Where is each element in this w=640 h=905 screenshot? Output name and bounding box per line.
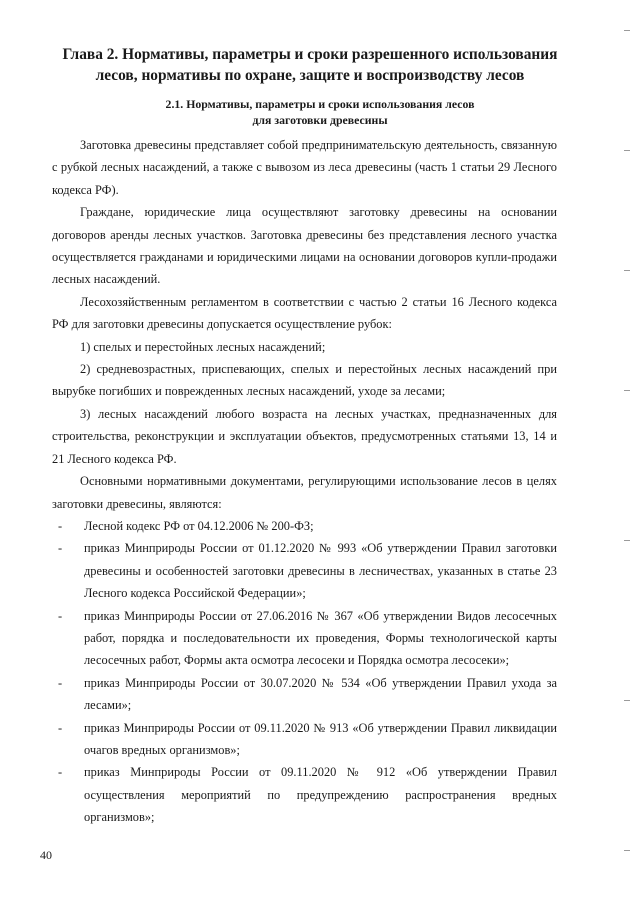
paragraph: Лесохозяйственным регламентом в соответствии с частью 2 статьи 16 Лесного кодекса РФ для заготовки древесины допускается осуществление рубок: [52,294,557,332]
chapter-title-line: Глава 2. Нормативы, параметры и сроки разрешенного использования [62,46,558,63]
document-list [52,515,557,829]
list-item-text: приказ Минприроды России от 09.11.2020 № 912 «Об утверждении Правил осуществления мероприятий по предупреждению распространения вредных организмов»; [84,765,557,825]
scan-mark [624,700,630,701]
document-body [52,134,557,829]
chapter-title [40,44,580,86]
list-item-text: Лесной кодекс РФ от 04.12.2006 № 200-ФЗ; [84,518,314,533]
paragraph: Заготовка древесины представляет собой предпринимательскую деятельность, связанную с рубкой лесных насаждений, а также с вывозом из леса древесины (часть 1 статьи 29 Лесного кодекса РФ). [52,138,557,197]
scan-mark [624,390,630,391]
list-item-text: приказ Минприроды России от 27.06.2016 № 367 «Об утверждении Видов лесосечных работ, порядка и последовательности их проведения, Формы технологической карты лесосечных работ, Формы акта осмотра лесосеки и Порядка осмотра лесосеки»; [84,608,557,668]
numbered-item: 3) лесных насаждений любого возраста на лесных участках, предназначенных для строительства, реконструкции и эксплуатации объектов, предусмотренных статьями 13, 14 и 21 Лесного кодекса РФ. [52,406,557,466]
page-number: 40 [40,848,52,862]
list-item [52,761,557,828]
section-title-line: 2.1. Нормативы, параметры и сроки использования лесов [165,97,475,111]
scan-mark [624,150,630,151]
list-item [52,605,557,672]
paragraph: Граждане, юридические лица осуществляют заготовку древесины на основании договоров аренды лесных участков. Заготовка древесины без представления лесного участка осуществляется гражданами и юридическими лицами на основании договоров купли-продажи лесных насаждений. [52,205,557,287]
list-bullet: - [58,765,63,780]
list-item [52,537,557,604]
list-bullet: - [58,608,63,623]
scan-mark [624,540,630,541]
chapter-title-line: лесов, нормативы по охране, защите и воспроизводству лесов [95,67,525,84]
scan-mark [624,270,630,271]
scan-mark [624,850,630,851]
section-title [60,96,580,128]
scan-mark [624,30,630,31]
list-bullet: - [58,518,63,533]
list-item [52,672,557,717]
list-item-text: приказ Минприроды России от 09.11.2020 № 913 «Об утверждении Правил ликвидации очагов вредных организмов»; [84,720,557,757]
list-bullet: - [58,541,63,556]
paragraph: Основными нормативными документами, регулирующими использование лесов в целях заготовки древесины, являются: [52,474,557,511]
list-item [52,515,557,537]
section-title-line: для заготовки древесины [252,113,388,127]
list-item-text: приказ Минприроды России от 01.12.2020 № 993 «Об утверждении Правил заготовки древесины и особенностей заготовки древесины в лесничествах, указанных в статье 23 Лесного кодекса Российской Федерации»; [84,541,557,601]
list-bullet: - [58,675,63,690]
numbered-item: 2) средневозрастных, приспевающих, спелых и перестойных лесных насаждений при вырубке погибших и поврежденных лесных насаждений, уходе за лесами; [52,362,557,399]
list-item-text: приказ Минприроды России от 30.07.2020 № 534 «Об утверждении Правил ухода за лесами»; [84,675,557,713]
numbered-item: 1) спелых и перестойных лесных насаждений; [80,339,326,354]
list-bullet: - [58,720,63,735]
list-item [52,717,557,762]
